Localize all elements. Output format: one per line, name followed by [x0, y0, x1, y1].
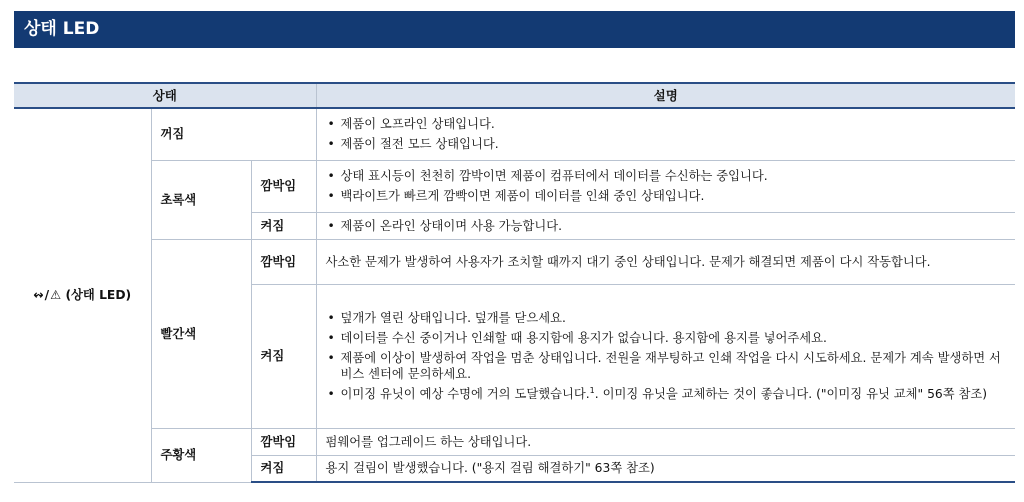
list-item: • 덮개가 열린 상태입니다. 덮개를 닫으세요.	[326, 310, 1007, 326]
header-state: 상태	[14, 83, 316, 108]
substate-orange-on: 켜짐	[251, 455, 316, 482]
table-row-green-blink	[14, 160, 1015, 212]
section-title: 상태 LED	[14, 11, 1015, 48]
separator-text: /	[44, 288, 50, 303]
main-state-label: (상태 LED)	[65, 288, 132, 303]
desc-red-on	[316, 284, 1015, 428]
state-orange: 주황색	[151, 428, 251, 482]
desc-green-blink	[316, 160, 1015, 212]
substate-red-on: 켜짐	[251, 284, 316, 428]
state-off: 꺼짐	[151, 108, 316, 160]
substate-green-on: 켜짐	[251, 212, 316, 239]
list-item: • 제품에 이상이 발생하여 작업을 멈춘 상태입니다. 전원을 재부팅하고 인쇄 작업을 다시 시도하세요. 문제가 계속 발생하면 서비스 센터에 문의하세요.	[326, 350, 1007, 382]
table-row-orange-blink	[14, 428, 1015, 455]
wireless-wave-icon: ↭	[33, 288, 44, 303]
list-item	[326, 386, 1007, 402]
list-item: • 제품이 절전 모드 상태입니다.	[326, 136, 1007, 152]
table-header-row	[14, 83, 1015, 108]
item-text: . 이미징 유닛을 교체하는 것이 좋습니다. ("이미징 유닛 교체" 56쪽 참조)	[594, 387, 988, 401]
desc-orange-on: 용지 걸림이 발생했습니다. ("용지 걸림 해결하기" 63쪽 참조)	[316, 455, 1015, 482]
list-item: • 상태 표시등이 천천히 깜박이면 제품이 컴퓨터에서 데이터를 수신하는 중입니다.	[326, 168, 1007, 184]
list-item: • 백라이트가 빠르게 깜빡이면 제품이 데이터를 인쇄 중인 상태입니다.	[326, 188, 1007, 204]
table-row-red-blink	[14, 239, 1015, 284]
main-state-cell	[14, 108, 151, 482]
table-row-off	[14, 108, 1015, 160]
footnote-marker: 1	[589, 385, 595, 395]
desc-off	[316, 108, 1015, 160]
desc-red-blink: 사소한 문제가 발생하여 사용자가 조치할 때까지 대기 중인 상태입니다. 문제가 해결되면 제품이 다시 작동합니다.	[316, 239, 1015, 284]
substate-green-blink: 깜박임	[251, 160, 316, 212]
desc-orange-blink: 펌웨어를 업그레이드 하는 상태입니다.	[316, 428, 1015, 455]
substate-orange-blink: 깜박임	[251, 428, 316, 455]
warning-icon: ⚠	[50, 288, 62, 303]
state-red: 빨간색	[151, 239, 251, 428]
status-led-table	[14, 82, 1015, 483]
state-green: 초록색	[151, 160, 251, 239]
list-item: • 데이터를 수신 중이거나 인쇄할 때 용지함에 용지가 없습니다. 용지함에 용지를 넣어주세요.	[326, 330, 1007, 346]
desc-green-on	[316, 212, 1015, 239]
substate-red-blink: 깜박임	[251, 239, 316, 284]
item-text: 이미징 유닛이 예상 수명에 거의 도달했습니다.	[340, 387, 590, 401]
list-item: • 제품이 오프라인 상태입니다.	[326, 116, 1007, 132]
header-description: 설명	[316, 83, 1015, 108]
list-item: • 제품이 온라인 상태이며 사용 가능합니다.	[326, 218, 1007, 234]
